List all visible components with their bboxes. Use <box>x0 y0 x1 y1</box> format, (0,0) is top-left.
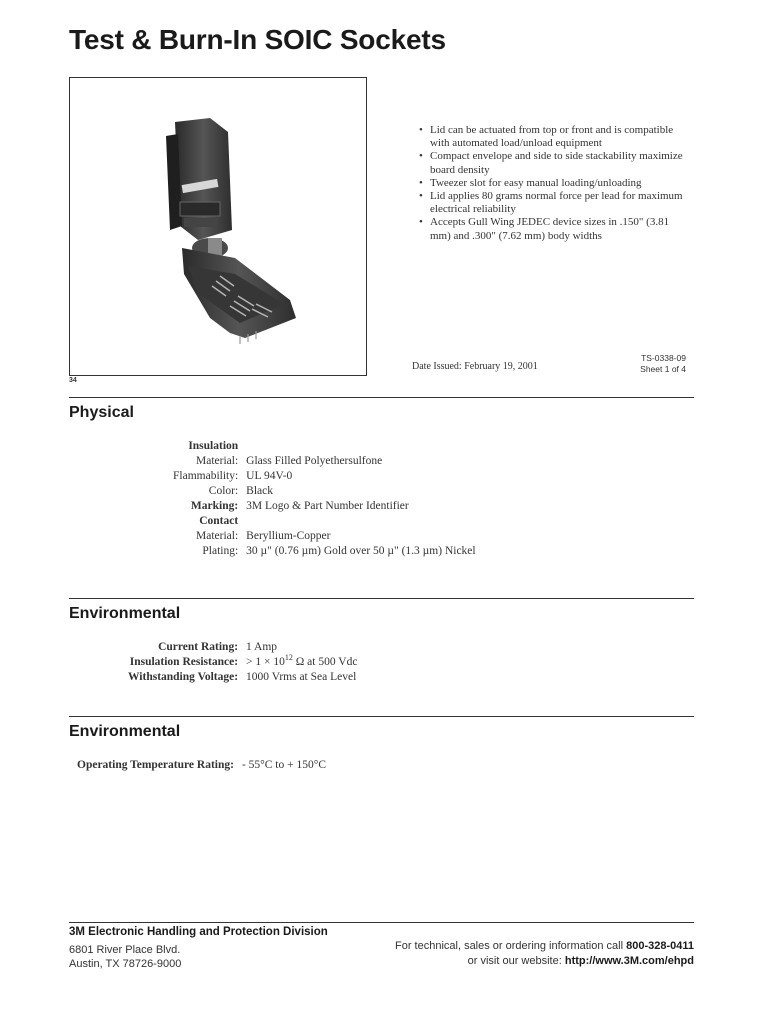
sheet-number: Sheet 1 of 4 <box>640 363 686 374</box>
marking-label: Marking: <box>190 500 239 512</box>
physical-section-title: Physical <box>69 404 134 421</box>
flammability-value: UL 94V-0 <box>246 470 293 482</box>
sheet-info <box>640 353 686 374</box>
address-line-2: Austin, TX 78726-9000 <box>69 958 182 970</box>
environmental-section-title: Environmental <box>69 605 181 622</box>
address <box>69 943 181 971</box>
contact-material-label: Material: <box>196 530 239 542</box>
website-link[interactable]: http://www.3M.com/ehpd <box>564 955 694 967</box>
feature-item: • Accepts Gull Wing JEDEC device sizes in .150" (3.81 mm) and .300" (7.62 mm) body widths <box>418 216 688 242</box>
section-divider <box>69 716 694 717</box>
insulation-material-value: Glass Filled Polyethersulfone <box>246 455 383 467</box>
electrical-specs <box>128 640 357 685</box>
withstanding-voltage-label: Withstanding Voltage: <box>128 671 239 683</box>
soic-socket-image <box>70 78 366 375</box>
plating-label: Plating: <box>202 545 239 557</box>
insulation-group-label: Insulation <box>188 440 239 452</box>
operating-temperature-value: - 55°C to + 150°C <box>241 759 327 771</box>
feature-item: • Lid can be actuated from top or front and is compatible with automated load/unload equipment <box>418 124 688 150</box>
division-name: 3M Electronic Handling and Protection Division <box>69 926 328 938</box>
environmental-section-title-2: Environmental <box>69 723 181 740</box>
page-title: Test & Burn-In SOIC Sockets <box>69 24 446 55</box>
temperature-specs <box>77 758 326 773</box>
feature-item: • Lid applies 80 grams normal force per lead for maximum electrical reliability <box>418 190 688 216</box>
contact-text: For technical, sales or ordering information call <box>394 940 627 952</box>
feature-item: • Compact envelope and side to side stackability maximize board density <box>418 150 688 176</box>
color-label: Color: <box>208 485 239 497</box>
address-line-1: 6801 River Place Blvd. <box>69 944 181 956</box>
product-photo <box>69 77 367 376</box>
feature-list <box>418 124 688 243</box>
phone-number[interactable]: 800-328-0411 <box>626 940 694 952</box>
section-divider <box>69 598 694 599</box>
section-divider <box>69 397 694 398</box>
figure-number: 34 <box>69 377 77 384</box>
marking-value: 3M Logo & Part Number Identifier <box>246 500 409 512</box>
insulation-resistance-value: > $1 \times 10^{12}$ Ω at 500 Vdc <box>246 653 358 668</box>
physical-specs <box>173 439 476 559</box>
feature-item: • Tweezer slot for easy manual loading/unloading <box>418 177 688 190</box>
color-value: Black <box>246 485 273 497</box>
withstanding-voltage-value: 1000 Vrms at Sea Level <box>246 671 357 683</box>
date-issued: Date Issued: February 19, 2001 <box>412 361 538 372</box>
website-text: or visit our website: <box>467 955 565 967</box>
current-rating-value: 1 Amp <box>246 641 278 653</box>
current-rating-label: Current Rating: <box>158 641 239 653</box>
contact-info <box>395 939 694 969</box>
insulation-resistance-label: Insulation Resistance: <box>129 656 239 668</box>
insulation-material-label: Material: <box>196 455 239 467</box>
doc-number: TS-0338-09 <box>641 353 686 363</box>
contact-material-value: Beryllium-Copper <box>246 530 331 542</box>
operating-temperature-label: Operating Temperature Rating: <box>77 759 234 771</box>
contact-group-label: Contact <box>199 515 239 527</box>
flammability-label: Flammability: <box>173 470 239 482</box>
footer-divider <box>69 922 694 923</box>
plating-value: 30 µ" (0.76 µm) Gold over 50 µ" (1.3 µm) Nickel <box>246 545 476 557</box>
